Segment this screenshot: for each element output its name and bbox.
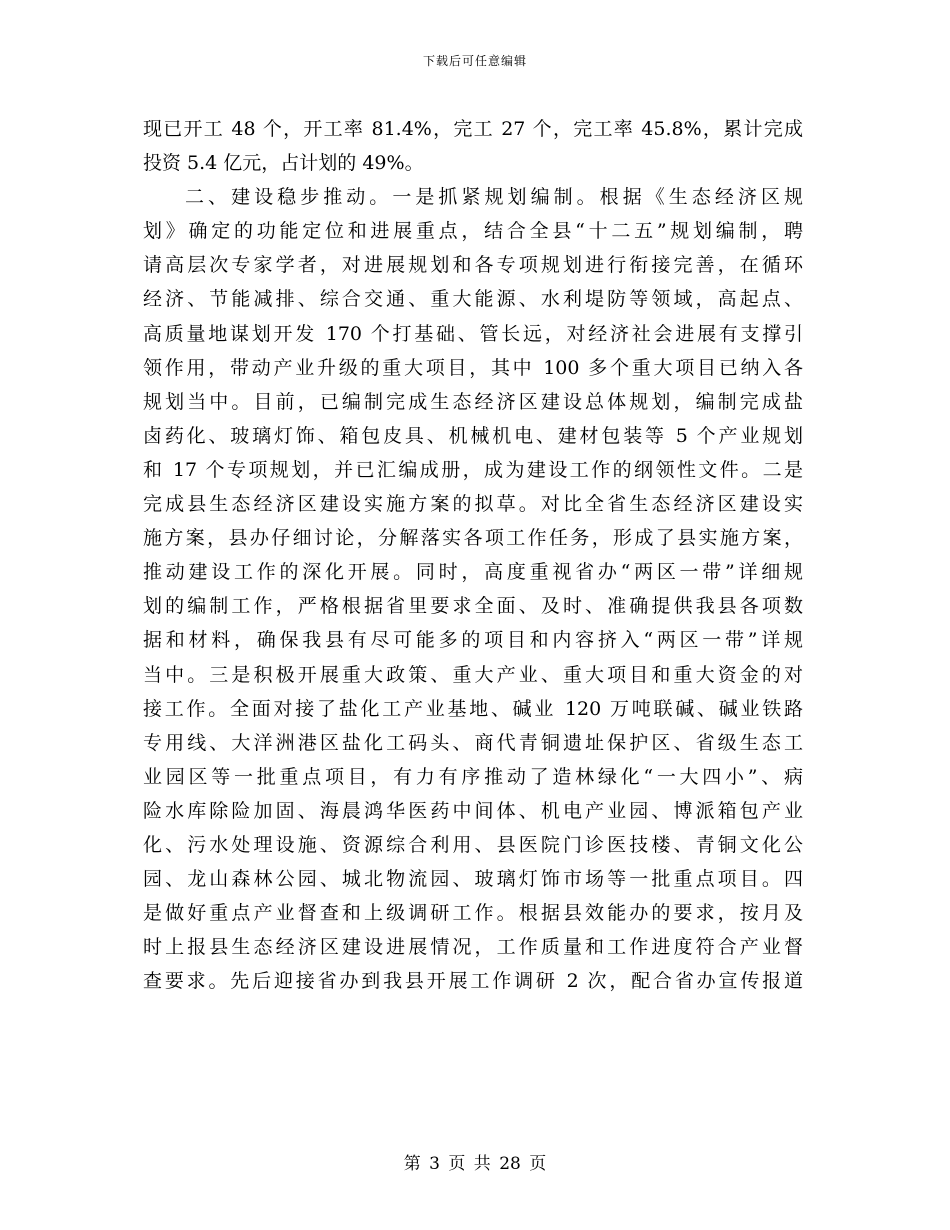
text-line: 二、建设稳步推动。一是抓紧规划编制。根据《生态经济区规 [185, 186, 803, 209]
text-line: 当中。三是积极开展重大政策、重大产业、重大项目和重大资金的对 [143, 663, 803, 686]
text-line: 和 17 个专项规划，并已汇编成册，成为建设工作的纲领性文件。二是 [143, 458, 803, 481]
text-line: 化、污水处理设施、资源综合利用、县医院门诊医技楼、青铜文化公 [143, 833, 803, 856]
text-line: 投资 5.4 亿元，占计划的 49%。 [143, 152, 424, 175]
paragraph [143, 112, 803, 180]
document-body [143, 112, 803, 998]
text-line: 规划当中。目前，已编制完成生态经济区建设总体规划，编制完成盐 [143, 390, 803, 413]
text-line: 推动建设工作的深化开展。同时，高度重视省办“两区一带”详细规 [143, 561, 803, 584]
paragraph [143, 180, 803, 998]
text-line: 时上报县生态经济区建设进展情况，工作质量和工作进度符合产业督 [143, 936, 803, 959]
page-footer: 第 3 页 共 28 页 [403, 1154, 547, 1174]
text-line: 领作用，带动产业升级的重大项目，其中 100 多个重大项目已纳入各 [143, 356, 803, 379]
text-line: 卤药化、玻璃灯饰、箱包皮具、机械机电、建材包装等 5 个产业规划 [143, 424, 803, 447]
text-line: 据和材料，确保我县有尽可能多的项目和内容挤入“两区一带”详规 [143, 629, 803, 652]
text-line: 完成县生态经济区建设实施方案的拟草。对比全省生态经济区建设实 [143, 493, 803, 516]
text-line: 园、龙山森林公园、城北物流园、玻璃灯饰市场等一批重点项目。四 [143, 868, 803, 891]
text-line: 险水库除险加固、海晨鸿华医药中间体、机电产业园、博派箱包产业 [143, 799, 803, 822]
text-line: 划的编制工作，严格根据省里要求全面、及时、准确提供我县各项数 [143, 595, 803, 618]
text-line: 请高层次专家学者，对进展规划和各专项规划进行衔接完善，在循环 [143, 254, 803, 277]
text-line: 专用线、大洋洲港区盐化工码头、商代青铜遗址保护区、省级生态工 [143, 731, 803, 754]
text-line: 接工作。全面对接了盐化工产业基地、碱业 120 万吨联碱、碱业铁路 [143, 697, 803, 720]
text-line: 划》确定的功能定位和进展重点，结合全县“十二五”规划编制，聘 [143, 220, 803, 243]
page-header: 下载后可任意编辑 [422, 54, 527, 68]
text-line: 高质量地谋划开发 170 个打基础、管长远，对经济社会进展有支撑引 [143, 322, 803, 345]
text-line: 查要求。先后迎接省办到我县开展工作调研 2 次，配合省办宣传报道 [143, 970, 803, 993]
text-line: 是做好重点产业督查和上级调研工作。根据县效能办的要求，按月及 [143, 902, 803, 925]
text-line: 施方案，县办仔细讨论，分解落实各项工作任务，形成了县实施方案， [143, 527, 803, 550]
text-line: 经济、节能减排、综合交通、重大能源、水利堤防等领域，高起点、 [143, 288, 803, 311]
text-line: 业园区等一批重点项目，有力有序推动了造林绿化“一大四小”、病 [143, 765, 803, 788]
text-line: 现已开工 48 个，开工率 81.4%，完工 27 个，完工率 45.8%，累计完成 [143, 118, 803, 140]
